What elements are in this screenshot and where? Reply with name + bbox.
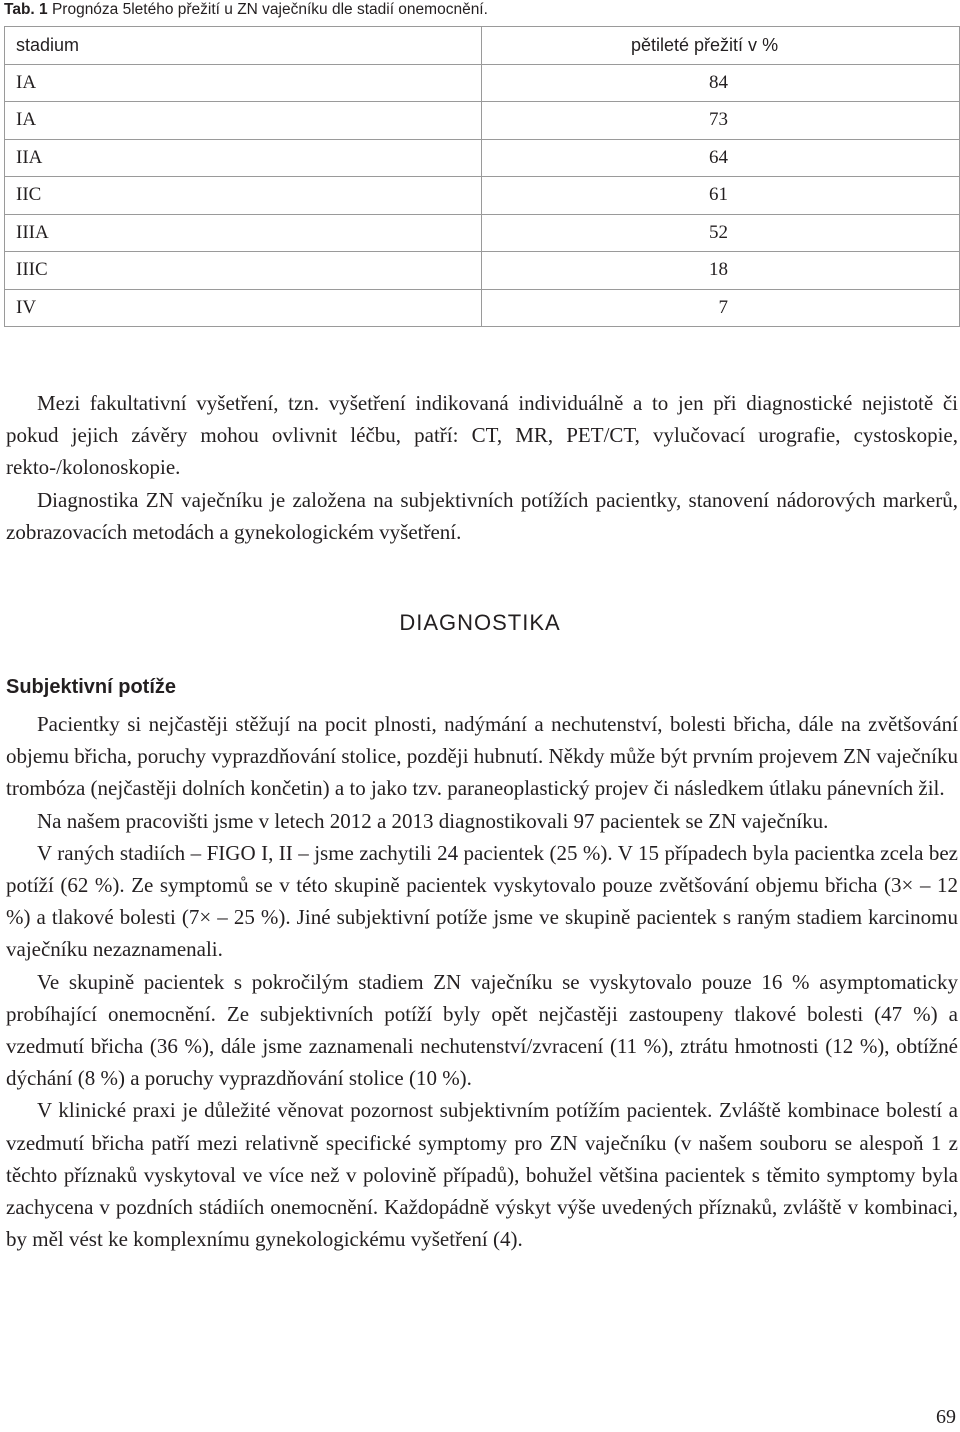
survival-table	[4, 26, 960, 327]
page-number: 69	[936, 1406, 956, 1428]
intro-paragraph-1: Mezi fakultativní vyšetření, tzn. vyšetření indikovaná individuálně a to jen při diagnostické nejistotě či pokud jejich závěry mohou ovlivnit léčbu, patří: CT, MR, PET/CT, vylučovací urografie, cystoskopie, rekto-/kolonoskopie.	[6, 391, 958, 480]
table-caption-label: Tab. 1	[4, 1, 48, 18]
table-cell-stage: IIA	[5, 139, 482, 177]
table-cell-stage: IA	[5, 64, 482, 102]
table-header-stage: stadium	[5, 27, 482, 65]
table-caption-text: Prognóza 5letého přežití u ZN vaječníku dle stadií onemocnění.	[47, 1, 488, 18]
table-cell-stage: IIC	[5, 177, 482, 215]
table-cell-survival: 64	[482, 139, 960, 177]
intro-paragraph-2: Diagnostika ZN vaječníku je založena na subjektivních potížích pacientky, stanovení nádorových markerů, zobrazovacích metodách a gynekologickém vyšetření.	[6, 487, 958, 544]
table-cell-survival: 73	[482, 102, 960, 140]
intro-text	[6, 387, 958, 548]
table-cell-stage: IA	[5, 102, 482, 140]
table-cell-stage: IV	[5, 289, 482, 327]
body-paragraph-3: V raných stadiích – FIGO I, II – jsme zachytili 24 pacientek (25 %). V 15 případech byla pacientka zcela bez potíží (62 %). Ze symptomů se v této skupině pacientek vyskytovalo pouze zvětšování objemu břicha (3× – 12 %) a tlakové bolesti (7× – 25 %). Jiné subjektivní potíže jsme ve skupině pacientek s raným stadiem karcinomu vaječníku nezaznamenali.	[6, 840, 958, 962]
table-row	[5, 139, 960, 177]
table-cell-stage: IIIA	[5, 214, 482, 252]
body-paragraph-1: Pacientky si nejčastěji stěžují na pocit plnosti, nadýmání a nechutenství, bolesti břicha, dále na zvětšování objemu břicha, poruchy vyprazdňování stolice, později hubnutí. Někdy může být prvním projevem ZN vaječníku trombóza (nejčastěji dolních končetin) a to jako tzv. paraneoplastický projev či následkem útlaku pánevních žil.	[6, 712, 958, 801]
table-row	[5, 102, 960, 140]
table-header-survival: pětileté přežití v %	[482, 27, 960, 65]
table-header-row	[5, 27, 960, 65]
body-paragraph-5: V klinické praxi je důležité věnovat pozornost subjektivním potížím pacientek. Zvláště kombinace bolestí a vzedmutí břicha patří mezi relativně specifické symptomy pro ZN vaječníku (v našem souboru se alespoň 1 z těchto příznaků vyskytoval ve více než v polovině případů), bohužel většina pacientek s těmito symptomy byla zachycena v pozdních stádiích onemocnění. Každopádně výskyt výše uvedených příznaků, zvláště v kombinaci, by měl vést ke komplexnímu gynekologickému vyšetření (4).	[6, 1098, 958, 1252]
table-row	[5, 289, 960, 327]
table-row	[5, 214, 960, 252]
table-cell-survival: 7	[482, 289, 960, 327]
table-row	[5, 252, 960, 290]
table-cell-survival: 84	[482, 64, 960, 102]
table-cell-survival: 61	[482, 177, 960, 215]
body-text	[6, 708, 958, 1255]
section-heading: DIAGNOSTIKA	[399, 610, 561, 635]
table-row	[5, 64, 960, 102]
subheading: Subjektivní potíže	[6, 676, 177, 698]
table-cell-stage: IIIC	[5, 252, 482, 290]
table-cell-survival: 52	[482, 214, 960, 252]
table-caption	[4, 1, 488, 19]
table-cell-survival: 18	[482, 252, 960, 290]
table-row	[5, 177, 960, 215]
body-paragraph-4: Ve skupině pacientek s pokročilým stadiem ZN vaječníku se vyskytovalo pouze 16 % asymptomaticky probíhající onemocnění. Ze subjektivních potíží byly opět nejčastěji zastoupeny tlakové bolesti (47 %) a vzedmutí břicha (36 %), dále jsme zaznamenali nechutenství/zvracení (11 %), ztrátu hmotnosti (12 %), obtížné dýchání (8 %) a poruchy vyprazdňování stolice (10 %).	[6, 969, 958, 1091]
body-paragraph-2: Na našem pracovišti jsme v letech 2012 a 2013 diagnostikovali 97 pacientek se ZN vaječníku.	[37, 808, 829, 833]
